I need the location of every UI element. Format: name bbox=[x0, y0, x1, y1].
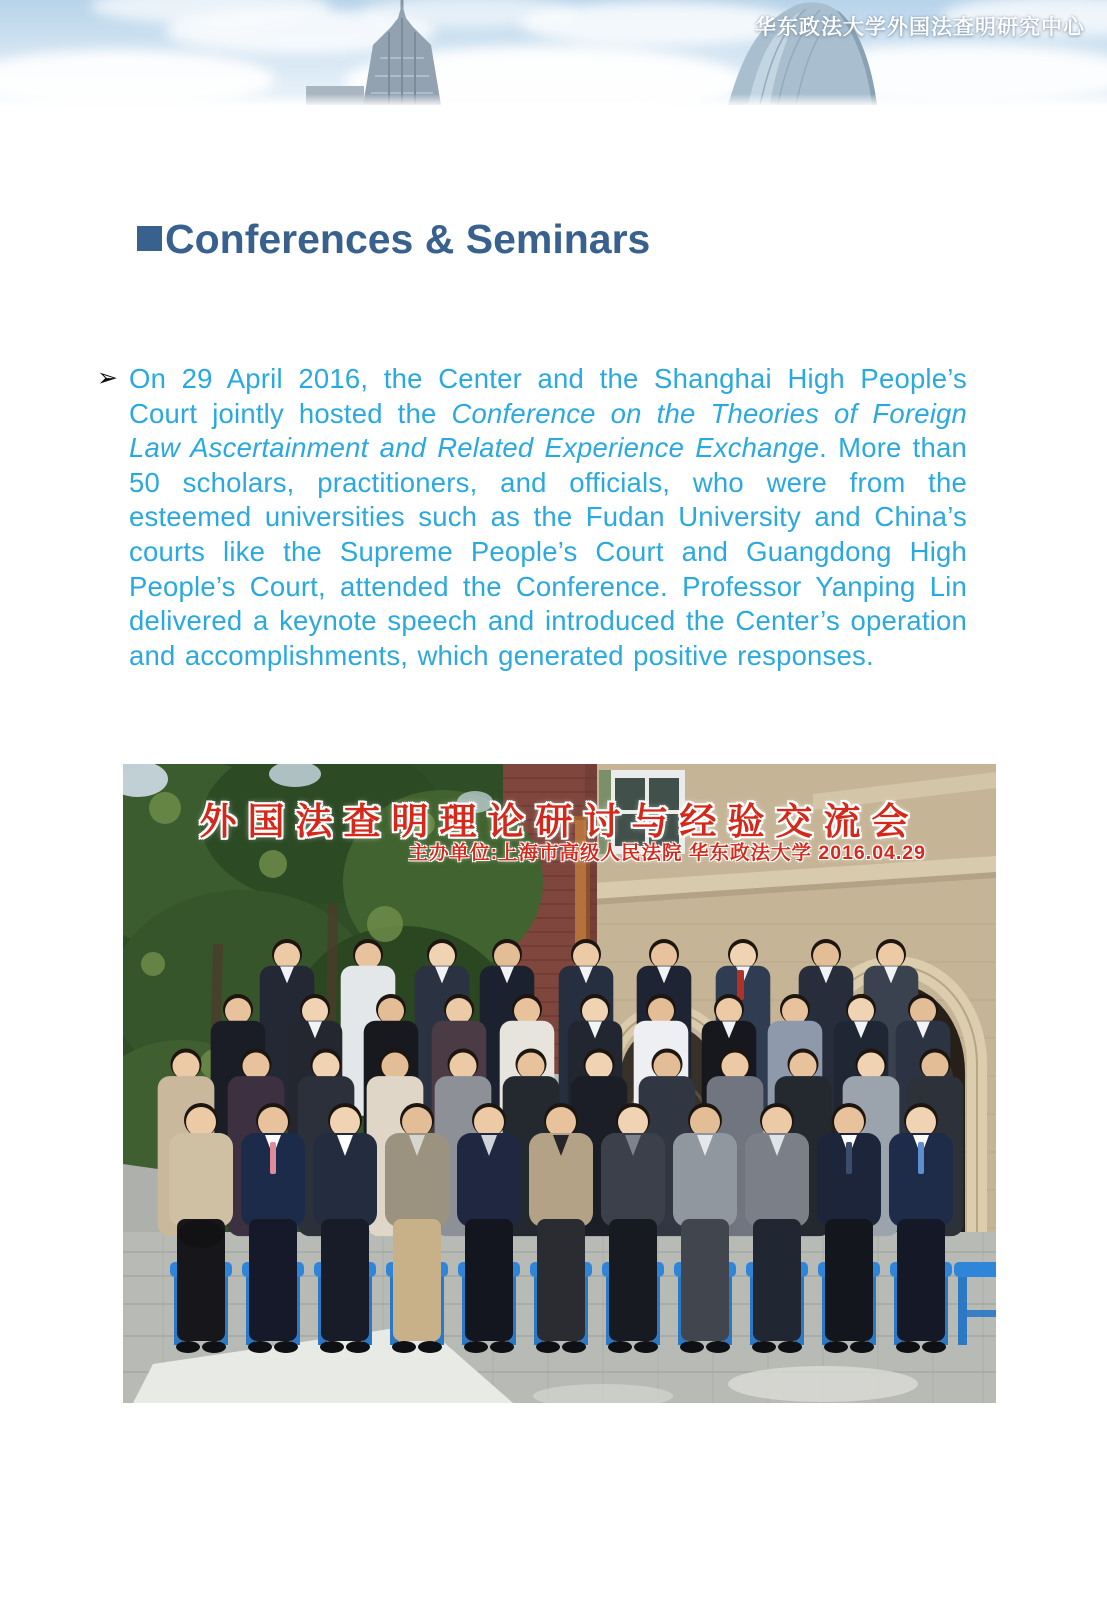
arrow-bullet-icon: ➢ bbox=[97, 364, 118, 392]
photo-banner-subtitle: 主办单位:上海市高级人民法院 华东政法大学 2016.04.29 bbox=[408, 842, 926, 864]
people-group bbox=[158, 939, 996, 1353]
conference-name-italic: Conference on the Theories of Foreign Law Ascertainment and Related Experience Exchange bbox=[129, 397, 967, 464]
page-title bbox=[137, 216, 650, 262]
photo-banner-title: 外国法查明理论研讨与经验交流会 bbox=[199, 801, 920, 842]
conference-news-item bbox=[97, 362, 967, 673]
conference-group-photo bbox=[123, 764, 996, 1403]
page-title-text: Conferences & Seminars bbox=[165, 216, 651, 262]
header-banner bbox=[0, 0, 1107, 105]
paragraph-text-after: . More than 50 scholars, practitioners, and officials, who were from the esteemed universities such as the Fudan University and China’s courts like the Supreme People’s Court and Guangdong High People’s Court, attended the Conference. Professor Yanping Lin delivered a keynote speech and introduced the Center’s operation and accomplishments, which generated positive responses. bbox=[129, 432, 967, 671]
square-bullet-icon bbox=[137, 226, 162, 251]
paragraph-text-before: On 29 April 2016, the Center and the Shanghai High People’s Court jointly hosted the bbox=[129, 363, 967, 429]
banner-org-title: 华东政法大学外国法查明研究中心 bbox=[755, 16, 1085, 39]
conference-paragraph bbox=[129, 362, 967, 673]
